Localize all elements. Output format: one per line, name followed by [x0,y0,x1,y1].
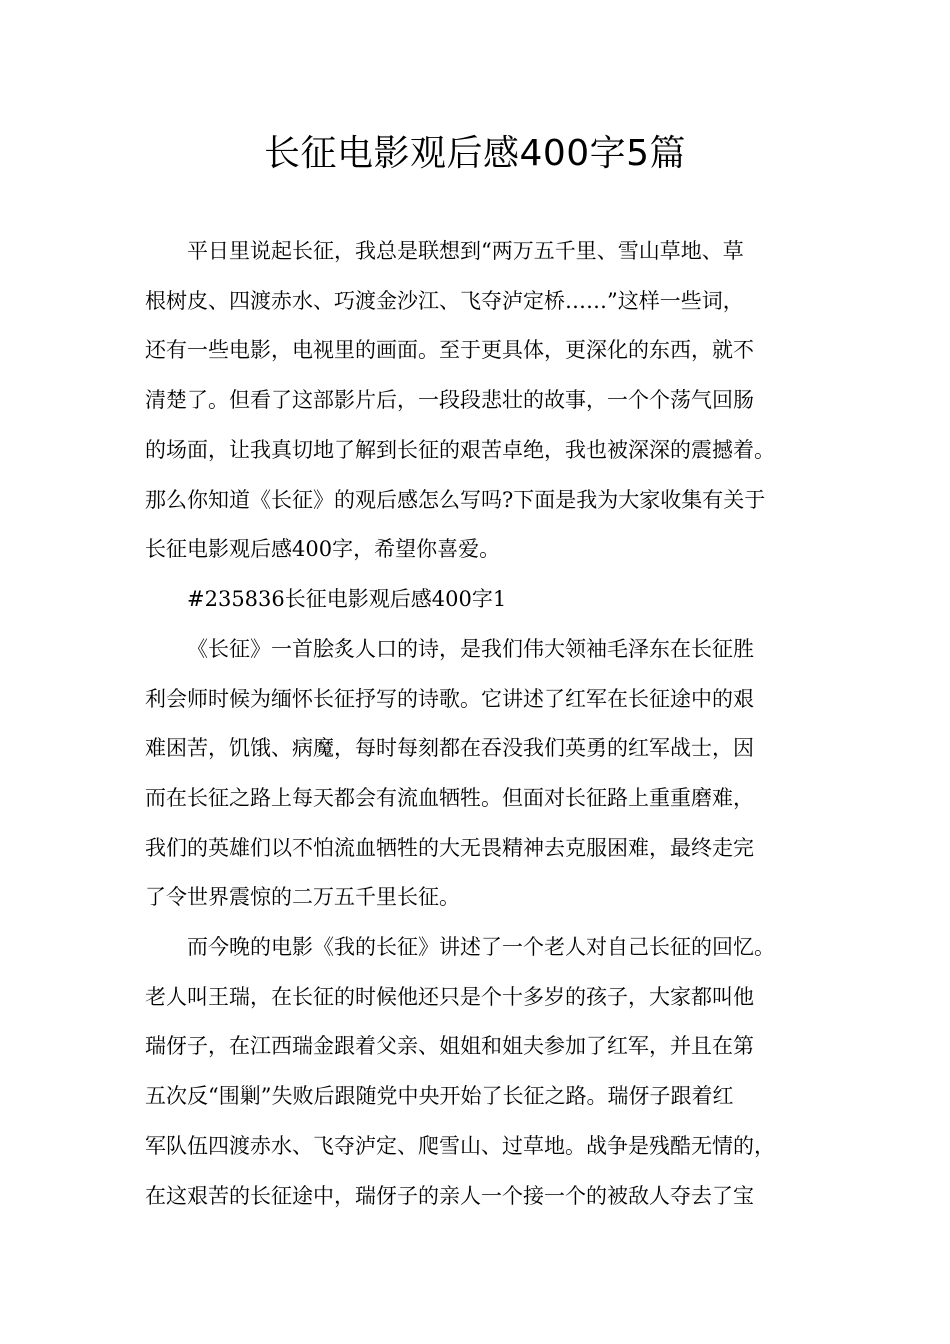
paragraph-line: 瑞伢子，在江西瑞金跟着父亲、姐姐和姐夫参加了红军，并且在第 [145,1034,754,1058]
paragraph-line: 《长征》一首脍炙人口的诗，是我们伟大领袖毛泽东在长征胜 [187,637,754,661]
paragraph-line: 而在长征之路上每天都会有流血牺牲。但面对长征路上重重磨难， [145,786,754,810]
paragraph-line: 平日里说起长征，我总是联想到“两万五千里、雪山草地、草 [187,239,744,263]
paragraph-line: 清楚了。但看了这部影片后，一段段悲壮的故事，一个个荡气回肠 [145,388,754,412]
section-heading: #235836长征电影观后感400字1 [187,587,507,611]
paragraph-line: 那么你知道《长征》的观后感怎么写吗?下面是我为大家收集有关于 [145,488,766,512]
paragraph-line: 根树皮、四渡赤水、巧渡金沙江、飞夺泸定桥……”这样一些词， [145,289,744,313]
paragraph-line: 而今晚的电影《我的长征》讲述了一个老人对自己长征的回忆。 [187,935,775,959]
paragraph-line: 我们的英雄们以不怕流血牺牲的大无畏精神去克服困难，最终走完 [145,836,754,860]
paragraph-line: 了令世界震惊的二万五千里长征。 [145,885,460,909]
paragraph-line: 老人叫王瑞，在长征的时候他还只是个十多岁的孩子，大家都叫他 [145,985,754,1009]
paragraph-line: 还有一些电影，电视里的画面。至于更具体，更深化的东西，就不 [145,338,754,362]
paragraph-line: 的场面，让我真切地了解到长征的艰苦卓绝，我也被深深的震撼着。 [145,438,775,462]
paragraph-line: 在这艰苦的长征途中，瑞伢子的亲人一个接一个的被敌人夺去了宝 [145,1184,754,1208]
paragraph-line: 五次反“围剿”失败后跟随党中央开始了长征之路。瑞伢子跟着红 [145,1084,734,1108]
paragraph-line: 长征电影观后感400字，希望你喜爱。 [145,537,501,561]
paragraph-line: 难困苦，饥饿、病魔，每时每刻都在吞没我们英勇的红军战士，因 [145,736,754,760]
paragraph-line: 军队伍四渡赤水、飞夺泸定、爬雪山、过草地。战争是残酷无情的， [145,1134,775,1158]
document-title: 长征电影观后感400字5篇 [263,133,687,174]
paragraph-line: 利会师时候为缅怀长征抒写的诗歌。它讲述了红军在长征途中的艰 [145,687,754,711]
